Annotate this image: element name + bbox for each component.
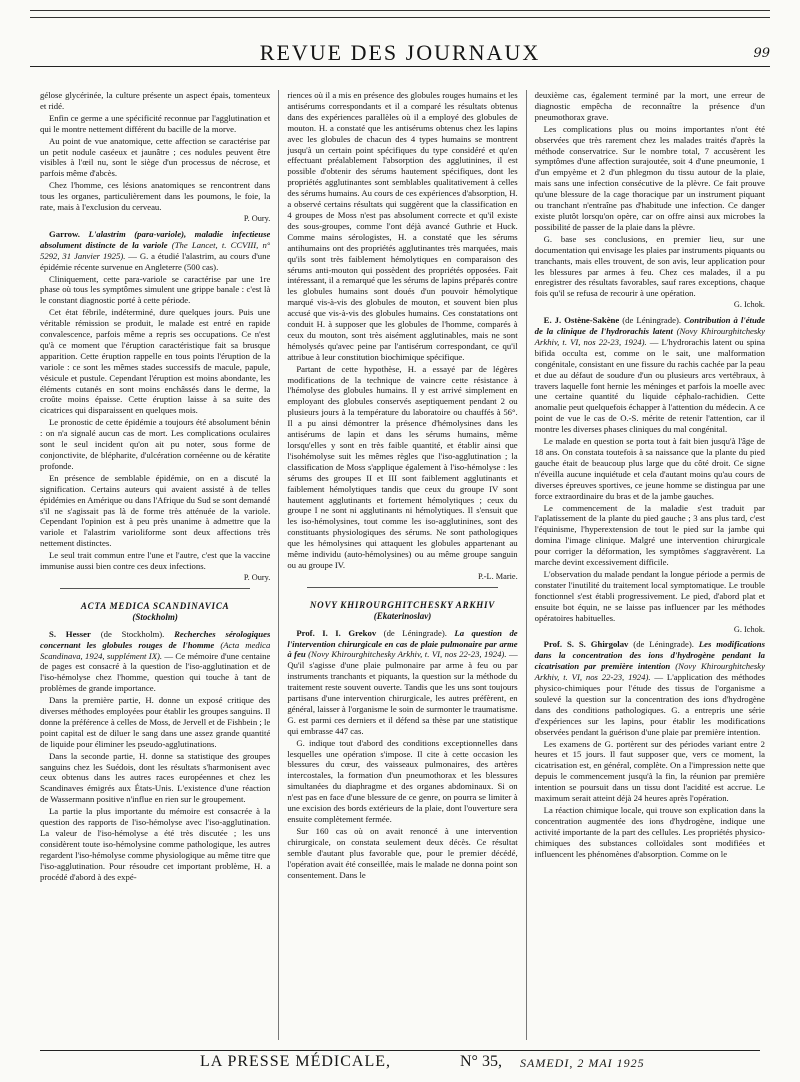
section-name: NOVY KHIROURGHITCHESKY ARKHIV — [309, 599, 496, 610]
ref-affiliation: (de Léningrade). — [628, 639, 699, 650]
signature: P.-L. Marie. — [478, 571, 518, 581]
signature: G. Ichok. — [733, 624, 765, 634]
ref-author: Prof. I. I. Grekov — [296, 627, 377, 638]
ref-source: (The Lancet, t. CCVIII, n° 5292, 31 Janvier 1925). — [40, 239, 271, 261]
paragraph: G. base ses conclusions, en premier lieu, sur une documentation qui envisage les plaies par instruments piquants ou tranchants, mais elles trouvent, de son avis, leur application pour les blessures par armes à feu. Chez ces malades, il a pu enregistrer des résultats favorables, sauf rares exceptions, chaque fois qu'il se refusa de recourir à une opération. — [534, 233, 765, 299]
ref-source: (Acta medica Scandinava, 1924, supplément IX). — [40, 639, 271, 661]
reference-entry — [287, 628, 517, 737]
paragraph: Chez l'homme, ces lésions anatomiques se rencontrent dans tous les organes, particulièrement dans les poumons, le foie, la rate, mais à l'exclusion du cerveau. — [40, 180, 271, 213]
paragraph: Sur 160 cas où on avait renoncé à une intervention chirurgicale, on constata seulement deux décès. Ce résultat semble d'autant plus favorable que, pour le premier décédé, l'opération avait été conseillée, mais le malade ne donna point son consentement. Dans le — [287, 825, 518, 880]
divider — [60, 588, 250, 589]
page-footer — [40, 1050, 760, 1073]
signature: P. Oury. — [243, 213, 271, 223]
article-columns — [40, 90, 765, 1040]
section-location: (Ekaterinoslav) — [373, 610, 432, 621]
paragraph: Les complications plus ou moins importantes n'ont été observées que très rarement chez les malades traités d'après la méthode conservatrice. Sur le nombre total, 7 accusèrent les symptômes d'une affection surajoutée, soit 4 d'une pneumonie, 1 d'un empyème et 2 d'un phlegmon du tissu autour de la plaie, mais sans une infection consécutive de la plèvre. Ce fait prouve qu'une blessure de la cage thoracique par un instrument piquant ou tranchant n'entraîne pas d'habitude une infection. Ce danger existe plutôt lorsqu'on opère, car on offre ainsi aux microbes la possibilité de passer de la plaie dans la plèvre. — [534, 123, 765, 232]
footer-journal-name: LA PRESSE MÉDICALE, — [200, 1053, 392, 1070]
top-decorative-rule — [30, 10, 770, 18]
paragraph: Le pronostic de cette épidémie a toujours été absolument bénin : on n'a signalé aucun cas de mort. Les complications oculaires sont le seul incident qu'on ait pu noter, sous forme de conjonctivite, de blépharite, d'ulcération cornéenne ou de kératite profonde. — [40, 417, 271, 471]
ref-author: S. Hesser — [49, 628, 91, 639]
ref-source: (Novy Khirourghitchesky Arkhiv, t. VI, nos 22-23, 1924). — [534, 326, 765, 347]
paragraph: Enfin ce germe a une spécificité reconnue par l'agglutination et qui le montre nettement différent du bacille de la morve. — [40, 112, 271, 134]
paragraph: Dans la première partie, H. donne un exposé critique des diverses méthodes employées pour établir les groupes sanguins. Il donne la préférence à celles de Moss, de Jervell et de Fishbein ; le point capital est de diluer le sang dans une assez grande quantité de liquide pour éliminer les pseudo-agglutinations. — [40, 695, 271, 749]
paragraph: La réaction chimique locale, qui trouve son explication dans la concentration augmentée des ions d'hydrogène, indique une activité importante de la part des cellules. Les propriétés physico-chimiques des substances colloïdales sont modifiées et influencent les phénomènes d'absorption. Comme on le — [534, 805, 765, 859]
ref-author: E. J. Ostène-Sakène — [543, 315, 620, 326]
ref-author: Prof. S. S. Ghirgolav — [543, 639, 629, 650]
ref-title: Contribution à l'étude de la clinique de l'hydrorachis latent — [534, 315, 765, 337]
ref-source: (Novy Khirourghitchesky Arkhiv, t. VI, nos 22-23, 1924). — [534, 661, 765, 683]
column-left — [40, 90, 270, 1040]
paragraph: Le seul trait commun entre l'une et l'autre, c'est que la vaccine immunise aussi bien contre ces deux infections. — [40, 550, 271, 572]
ref-affiliation: (de Léningrade). — [619, 315, 685, 326]
page-header — [30, 40, 770, 67]
footer-date: SAMEDI, 2 MAI 1925 — [520, 1056, 645, 1070]
section-name: ACTA MEDICA SCANDINAVICA — [80, 600, 230, 611]
paragraph: Le commencement de la maladie s'est traduit par l'aplatissement de la plante du pied gauche ; 3 ans plus tard, c'est l'équinisme, l'hyperextension de tout le pied sur la jambe qui domina l'image clinique. Malgré une intervention chirurgicale pour corriger la déformation, les symptômes s'aggravèrent. La marche devint excessivement difficile. — [534, 502, 765, 568]
paragraph: Cliniquement, cette para-variole se caractérise par une 1re phase où tous les symptômes simulent une grippe banale : c'est là le constant diagnostic porté à cette période. — [40, 273, 271, 306]
paragraph: Cet état fébrile, indéterminé, dure quelques jours. Puis une véritable rémission se produit, le malade est entré en rapide convalescence, parfois même a repris ses occupations. Ce n'est qu'à ce moment que l'éruption caractéristique fait sa brusque apparition. Cette éruption rappelle en tous points l'éruption de la variole : ce sont les mêmes stades successifs de macule, papule, vésicule et pustule. Cependant l'éruption est moins abondante, les éléments cutanés en sont moins enchâssés dans le derme, la croûte moins épaisse. Cette éruption laisse à sa suite des cicatrices qui disparaissent en quelques mois. — [40, 307, 271, 416]
paragraph: gélose glycérinée, la culture présente un aspect épais, tomenteux et ridé. — [40, 90, 271, 111]
paragraph: L'observation du malade pendant la longue période a permis de constater l'inutilité du traitement local symptomatique. Le trouble fonctionnel s'est établi progressivement. Le pied, d'abord plat et ensuite bot équin, ne se laisse pas influencer par les méthodes opératoires habituelles. — [534, 568, 765, 623]
ref-affiliation: (de Stockholm). — [90, 628, 175, 639]
section-location: (Stockholm) — [132, 611, 178, 622]
ref-body: — L'hydrorachis latent ou spina bifida occulta est, comme on le sait, une malformation congénitale, consistant en une fissure du rachis cachée par la peau et due au défaut de soudure d'un ou plusieurs arcs vertébraux, à travers laquelle font hernie les méninges et parfois la moelle avec une certaine quantité du liquide céphalo-rachidien. Cette anomalie peut quelquefois échapper à l'attention du médecin. A ce point de vue le cas de O.-S. mérite de retenir l'attention, car il montre les diverses phases cliniques du mal congénital. — [534, 336, 765, 435]
ref-body: — G. a étudié l'alastrim, au cours d'une épidémie récente survenue en Angleterre (500 cas). — [40, 250, 271, 272]
signature: G. Ichok. — [733, 300, 765, 310]
ref-source: (Novy Khirourghitchesky Arkhiv, t. VI, nos 22-23, 1924). — [308, 649, 507, 660]
ref-title: La question de l'intervention chirurgicale en cas de plaie pulmonaire par arme à feu — [287, 627, 518, 660]
signature: P. Oury. — [243, 572, 271, 582]
section-heading — [287, 600, 517, 622]
ref-affiliation: (de Léningrade). — [376, 627, 455, 638]
page-title: REVUE DES JOURNAUX — [259, 40, 541, 65]
paragraph: La partie la plus importante du mémoire est consacrée à la question des rapports de l'iso-hémolyse avec l'iso-agglutination. La valeur de l'iso-hémolyse a été très discutée ; les uns considèrent toute iso-hémolysine comme pathologique, les autres regardent l'iso-hémolyse comme physiologique au même titre que l'iso-agglutination. Pour résoudre cet important problème, H. a procédé d'abord à des expé- — [40, 806, 271, 882]
section-heading — [40, 601, 270, 623]
paragraph: Partant de cette hypothèse, H. a essayé par de légères modifications de la technique de vaincre cette résistance à l'hémolyse des globules humains. Il y est arrivé simplement en employant des globules conservés aseptiquement pendant 2 ou plusieurs jours à la température du laboratoire ou chauffés à 56°. Il a pu ainsi démontrer la présence d'hémolysines dans les antisérums de lapin et dans les sérums humains, même lorsqu'elles y sont en très faible quantité, et établir ainsi que l'isohémolyse suit les mêmes règles que l'iso-agglutination ; la classification de Moss s'applique également à l'iso-hémolyse : les sérums des groupes II et III sont faiblement agglutinants et faiblement hémolytiques tandis que ceux du groupe IV sont hautement agglutinants et fortement hémolytiques ; ceux du groupe I ne sont ni agglutinants ni hémolytiques. Il s'ensuit que les iso-hémolysines, tout comme les iso-agglutinines, sont des constituants physiologiques des sérums. Ne sont pathologiques que les hémolysines qui attaquent les globules appartenant au même individu (auto-hémolysines) ou au même groupe sanguin ou au groupe IV. — [287, 363, 518, 570]
reference-entry — [535, 639, 765, 737]
paragraph: Dans la seconde partie, H. donne sa statistique des groupes sanguins chez les Suédois, dont les résultats s'harmonisent avec ceux obtenus dans les autres races européennes et chez les Scandinaves émigrés aux États-Unis. L'existence d'une réaction de Wassermann positive n'influe en rien sur le groupement. — [40, 750, 271, 805]
paragraph: G. indique tout d'abord des conditions exceptionnelles dans lesquelles une opération s'impose. Il cite à cette occasion les blessures du cœur, des vaisseaux pulmonaires, des artères intercostales, la formation d'un pneumothorax et les blessures simultanées du diaphragme et des organes abdominaux. Si on n'est pas en face d'une blessure de ce genre, on pourra se limiter à une excision des bords extérieurs de la plaie, dont l'ouverture sera ensuite complètement fermée. — [287, 737, 518, 824]
ref-author: Garrow. — [49, 228, 80, 239]
paragraph: Le malade en question se porta tout à fait bien jusqu'à l'âge de 18 ans. On constata toutefois à sa naissance que la plante du pied gauche était de beaucoup plus large que du côté droit. Ce signe n'éveilla aucune inquiétude et cela d'autant moins qu'au cours de diverses épreuves sportives, ce jeune homme se distingua par une force extraordinaire du bras et de la jambe gauches. — [534, 436, 765, 501]
ref-title: Recherches sérologiques concernant les globules rouges de l'homme — [40, 628, 271, 650]
paragraph: Les examens de G. portèrent sur des périodes variant entre 2 heures et 15 jours. Il faut supposer que, vers ce moment, la cicatrisation est, en général, complète. On a l'impression nette que depuis le commencement jusqu'à la fin, la réunion par première intention se poursuit dans un tissu dont l'acidité est accrue. Le maximum serait atteint déjà 24 heures après l'opération. — [534, 738, 765, 804]
paragraph: Au point de vue anatomique, cette affection se caractérise par un petit nodule caséeux et jaunâtre ; ces nodules peuvent être visibles à l'œil nu, sont le siège d'un processus de nécrose, et parfois même d'abcès. — [40, 135, 271, 179]
paragraph: En présence de semblable épidémie, on en a discuté la signification. Certains auteurs qui avaient assisté à de telles épidémies en Amérique ou dans l'Afrique du Sud se sont demandé s'il ne s'agissait pas là de forme très atténuée de la variole. Cependant l'opinion est à peu près unanime à admettre que la variole et l'alastrim varioliforme sont deux affections très nettement distinctes. — [40, 472, 271, 549]
reference-entry — [40, 229, 270, 273]
column-middle — [278, 90, 517, 1040]
column-right — [526, 90, 765, 1040]
footer-issue-number: N° 35, — [460, 1053, 502, 1070]
paragraph: riences où il a mis en présence des globules rouges humains et les antisérums correspondants et il a comparé les résultats obtenus dans des expériences parallèles où il a employé des globules de mouton. H. a constaté que les antisérums obtenus chez les lapins avec les globules de chacun des 4 types humains se montrent jusqu'à un certain point spécifiques du type considéré et qu'en effectuant préalablement l'absorption des agglutinines, il est possible d'obtenir des sérums hautement spécifiques, dont les propriétés agglutinantes sont semblables qualitativement à celles des sérums humains. Au cours de ces expériences d'absorption, H. a observé certains résultats qui suggèrent que la classification en 4 groupes de Moss n'est pas absolument correcte et qu'il existe des sous-groupes, comme l'ont déjà avancé Guthrie et Huck. Comme mains sérologistes, H. a constaté que les sérums antihumains ont des propriétés agglutinantes très marquées, mais qu'ils sont très faiblement hémolytiques en comparaison des sérums anti-mouton qui possèdent des propriétés opposées. Fait intéressant, il a remarqué que les sérums de lapins préparés contre les globules humains sont doués d'un pouvoir hémolytique marqué vis-à-vis des globules de mouton, et souvent bien plus accusé que vis-à-vis des globules humains. Ces constatations ont conduit H. à supposer que les globules de l'homme, comparés à ceux du mouton, sont très aisément agglutinables, mais ne sont hémolysés qu'avec peine par l'antisérum correspondant, ce qu'il attribue à leur constitution biochimique spécifique. — [287, 90, 518, 362]
page-number: 99 — [753, 46, 770, 61]
ref-body: — Ce mémoire d'une centaine de pages est consacré à la question de l'iso-agglutination et de l'iso-hémolyse chez l'homme, question qui touche à tant de problèmes de grande importance. — [40, 650, 271, 694]
ref-body: — Qu'il s'agisse d'une plaie pulmonaire par arme à feu ou par instruments tranchants et piquants, la question sur la méthode du traitement reste souvent ouverte. Tandis que les uns sont toujours partisans d'une intervention chirurgicale, les autres préfèrent, en général, laisser à l'organisme le soin de surmonter le traumatisme. G. est parmi ces derniers et il défend sa thèse par une statistique qui embrasse 447 cas. — [287, 649, 518, 736]
ref-title: L'alastrim (para-variole), maladie infectieuse absolument distincte de la variole — [40, 228, 271, 250]
reference-entry — [535, 315, 765, 435]
paragraph: deuxième cas, également terminé par la mort, une erreur de diagnostic empêcha de reconnaître la présence d'un pneumothorax grave. — [534, 90, 765, 122]
divider — [307, 587, 497, 588]
ref-title: Les modifications dans la concentration des ions d'hydrogène pendant la cicatrisation par première intention — [534, 639, 765, 672]
ref-body: — L'application des méthodes physico-chimiques pour l'étude des tissus de l'organisme a soulevé la question sur la concentration des ions d'hydrogène dans des conditions pathologiques. G. a entrepris une série d'expériences sur les lapins, pour établir les modifications observées pendant la guérison d'une plaie par première intention. — [534, 672, 765, 737]
reference-entry — [40, 629, 270, 694]
